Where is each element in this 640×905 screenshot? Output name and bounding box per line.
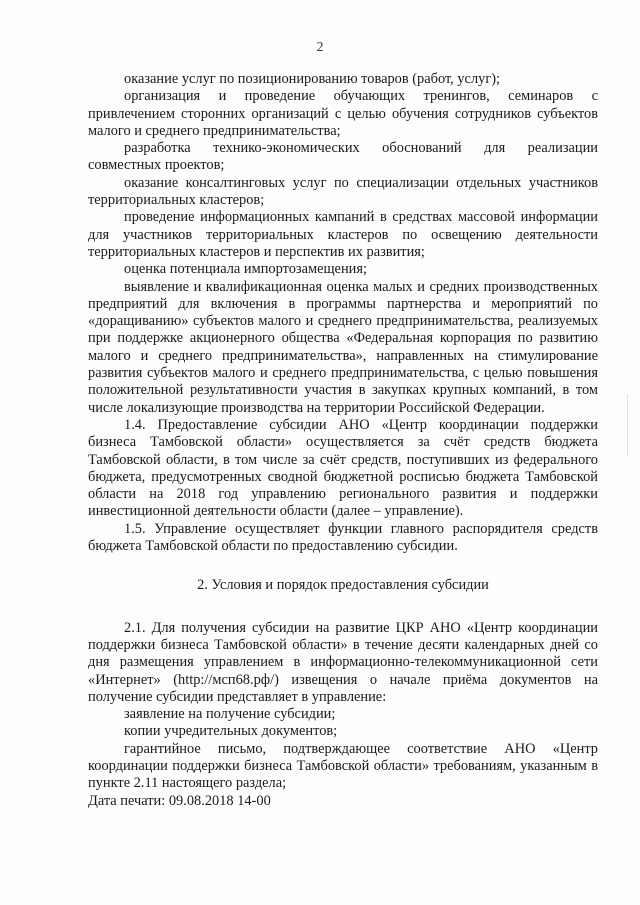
list-item-founding-documents: копии учредительных документов; xyxy=(124,723,338,740)
page-number: 2 xyxy=(316,40,324,55)
list-item-import-substitution: оценка потенциала импортозамещения; xyxy=(124,261,367,278)
print-date: Дата печати: 09.08.2018 14-00 xyxy=(88,792,271,809)
scan-margin-marks xyxy=(627,395,634,455)
clause-1-4: 1.4. Предоставление субсидии АНО «Центр координации поддержки бизнеса Тамбовской области» осуществляется за счёт средств бюджета Тамбовской области, в том числе за счёт средств, поступивших из федерального бюджета, предусмотренных сводной бюджетной росписью бюджета Тамбовской области на 2018 год управлению регионального развития и поддержки инвестиционной деятельности области (далее – управление). xyxy=(88,416,598,520)
section-heading: 2. Условия и порядок предоставления субсидии xyxy=(197,577,489,594)
list-item-application: заявление на получение субсидии; xyxy=(124,706,336,723)
list-item-guarantee-letter: гарантийное письмо, подтверждающее соответствие АНО «Центр координации поддержки бизнеса Тамбовской области» требованиям, указанным в пункте 2.11 настоящего раздела; xyxy=(88,740,598,792)
list-item-positioning: оказание услуг по позиционированию товаров (работ, услуг); xyxy=(124,71,501,87)
document-body xyxy=(88,71,598,810)
list-item-info-campaigns: проведение информационных кампаний в средствах массовой информации для участников территориальных кластеров по освещению деятельности территориальных кластеров и перспектив их развития; xyxy=(88,209,598,260)
list-item-consulting: оказание консалтинговых услуг по специализации отдельных участников территориальных кластеров; xyxy=(88,174,598,209)
clause-1-5: 1.5. Управление осуществляет функции главного распорядителя средств бюджета Тамбовской области по предоставлению субсидии. xyxy=(88,520,598,555)
list-item-enterprise-assessment: выявление и квалификационная оценка малых и средних производственных предприятий для включения в программы партнерства и мероприятий по «доращиванию» субъектов малого и среднего предпринимательства, реализуемых при поддержке акционерного общества «Федеральная корпорация по развитию малого и среднего предпринимательства», направленных на стимулирование развития субъектов малого и среднего предпринимательства, с целью повышения положительной результативности участия в закупках крупных компаний, в том числе локализующие производства на территории Российской Федерации. xyxy=(88,278,598,416)
clause-2-1: 2.1. Для получения субсидии на развитие ЦКР АНО «Центр координации поддержки бизнеса Тамбовской области» в течение десяти календарных дней со дня размещения управлением в информационно-телекоммуникационной сети «Интернет» (http://мсп68.рф/) извещения о начале приёма документов на получение субсидии представляет в управление: xyxy=(88,619,598,705)
list-item-feasibility: разработка технико-экономических обоснований для реализации совместных проектов; xyxy=(88,140,598,174)
list-item-trainings: организация и проведение обучающих тренингов, семинаров с привлечением сторонних организаций с целью обучения сотрудников субъектов малого и среднего предпринимательства; xyxy=(88,88,598,139)
